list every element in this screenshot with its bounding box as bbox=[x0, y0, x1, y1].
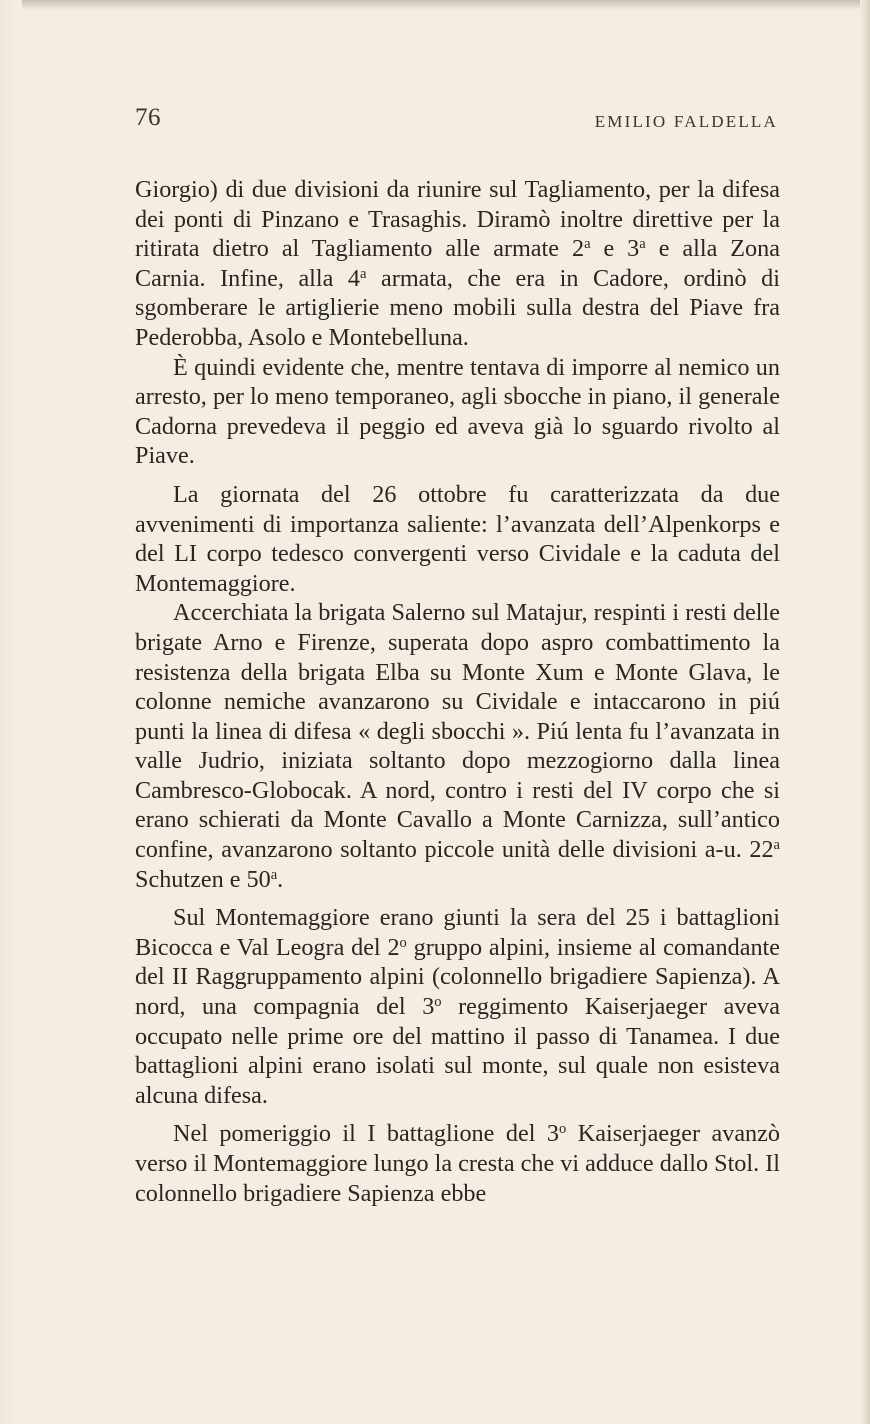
ordinal-superscript: a bbox=[584, 236, 591, 253]
paragraph-5-text-2: gruppo alpini, insieme al comandante del II Raggruppamento alpini (colonnello brigadiere Sapienza). A nord, una compagnia del 3 bbox=[135, 933, 780, 1021]
paragraph-1 bbox=[135, 175, 780, 353]
running-head-author: EMILIO FALDELLA bbox=[594, 112, 778, 131]
ordinal-superscript: o bbox=[399, 934, 407, 951]
paragraph-4-text-1: Accerchiata la brigata Salerno sul Matajur, respinti i resti delle brigate Arno e Firenze, superata dopo aspro combattimento la resistenza della brigata Elba su Monte Xum e Monte Glava, le colonne nemiche avanzarono su Cividale e intaccarono in piú punti la linea di difesa « degli sbocchi ». Piú lenta fu l’avanzata in valle Judrio, iniziata soltanto dopo mezzogiorno dalla linea Cambresco-Globocak. A nord, contro i resti del IV corpo che si erano schierati da Monte Cavallo a Monte Carnizza, sull’antico confine, avanzarono soltanto piccole unità delle divisioni a-u. 22 bbox=[135, 599, 780, 864]
paragraph-2: È quindi evidente che, mentre tentava di imporre al nemico un arresto, per lo meno temporaneo, agli sbocche in piano, il generale Cadorna prevedeva il peggio ed aveva già lo sguardo rivolto al Piave. bbox=[135, 353, 780, 470]
paragraph-1-text-3: e alla Zona Carnia. Infine, alla 4 bbox=[135, 235, 780, 292]
page-left-edge bbox=[0, 0, 22, 1424]
page-top-edge bbox=[0, 0, 870, 10]
paragraph-5-text-1: Sul Montemaggiore erano giunti la sera del 25 i battaglioni Bicocca e Val Leogra del 2 bbox=[135, 904, 780, 961]
paragraph-6 bbox=[135, 1119, 780, 1208]
paragraph-4 bbox=[135, 598, 780, 894]
paragraph-5-text-3: reggimento Kaiserjaeger aveva occupato nelle prime ore del mattino il passo di Tanamea. I due battaglioni alpini erano isolati sul monte, sul quale non esisteva alcuna difesa. bbox=[135, 993, 780, 1109]
ordinal-superscript: a bbox=[773, 837, 780, 854]
page-right-edge bbox=[860, 0, 870, 1424]
ordinal-superscript: a bbox=[360, 265, 367, 282]
paragraph-6-text-2: Kaiserjaeger avanzò verso il Montemaggiore lungo la cresta che vi adduce dallo Stol. Il colonnello brigadiere Sapienza ebbe bbox=[135, 1120, 780, 1207]
ordinal-superscript: o bbox=[559, 1121, 567, 1138]
paragraph-5 bbox=[135, 903, 780, 1110]
paragraph-4-text-2: Schutzen e 50 bbox=[135, 865, 271, 893]
paragraph-1-text-4: armata, che era in Cadore, ordinò di sgomberare le artiglierie meno mobili sulla destra del Piave fra Pederobba, Asolo e Montebelluna. bbox=[135, 264, 780, 351]
ordinal-superscript: a bbox=[639, 236, 646, 253]
body-text bbox=[135, 175, 780, 1208]
paragraph-4-text-3: . bbox=[277, 865, 284, 893]
ordinal-superscript: o bbox=[434, 994, 442, 1011]
paragraph-1-text-2: e 3 bbox=[590, 235, 640, 263]
paragraph-6-text-1: Nel pomeriggio il I battaglione del 3 bbox=[173, 1120, 560, 1148]
paragraph-3: La giornata del 26 ottobre fu caratterizzata da due avvenimenti di importanza saliente: l’avanzata dell’Alpenkorps e del LI corpo tedesco convergenti verso Cividale e la caduta del Montemaggiore. bbox=[135, 480, 780, 597]
page-number: 76 bbox=[135, 104, 161, 131]
ordinal-superscript: a bbox=[270, 866, 278, 883]
paragraph-1-text-1: Giorgio) di due divisioni da riunire sul Tagliamento, per la difesa dei ponti di Pinzano e Trasaghis. Diramò inoltre direttive per la ritirata dietro al Tagliamento alle armate 2 bbox=[135, 176, 780, 263]
